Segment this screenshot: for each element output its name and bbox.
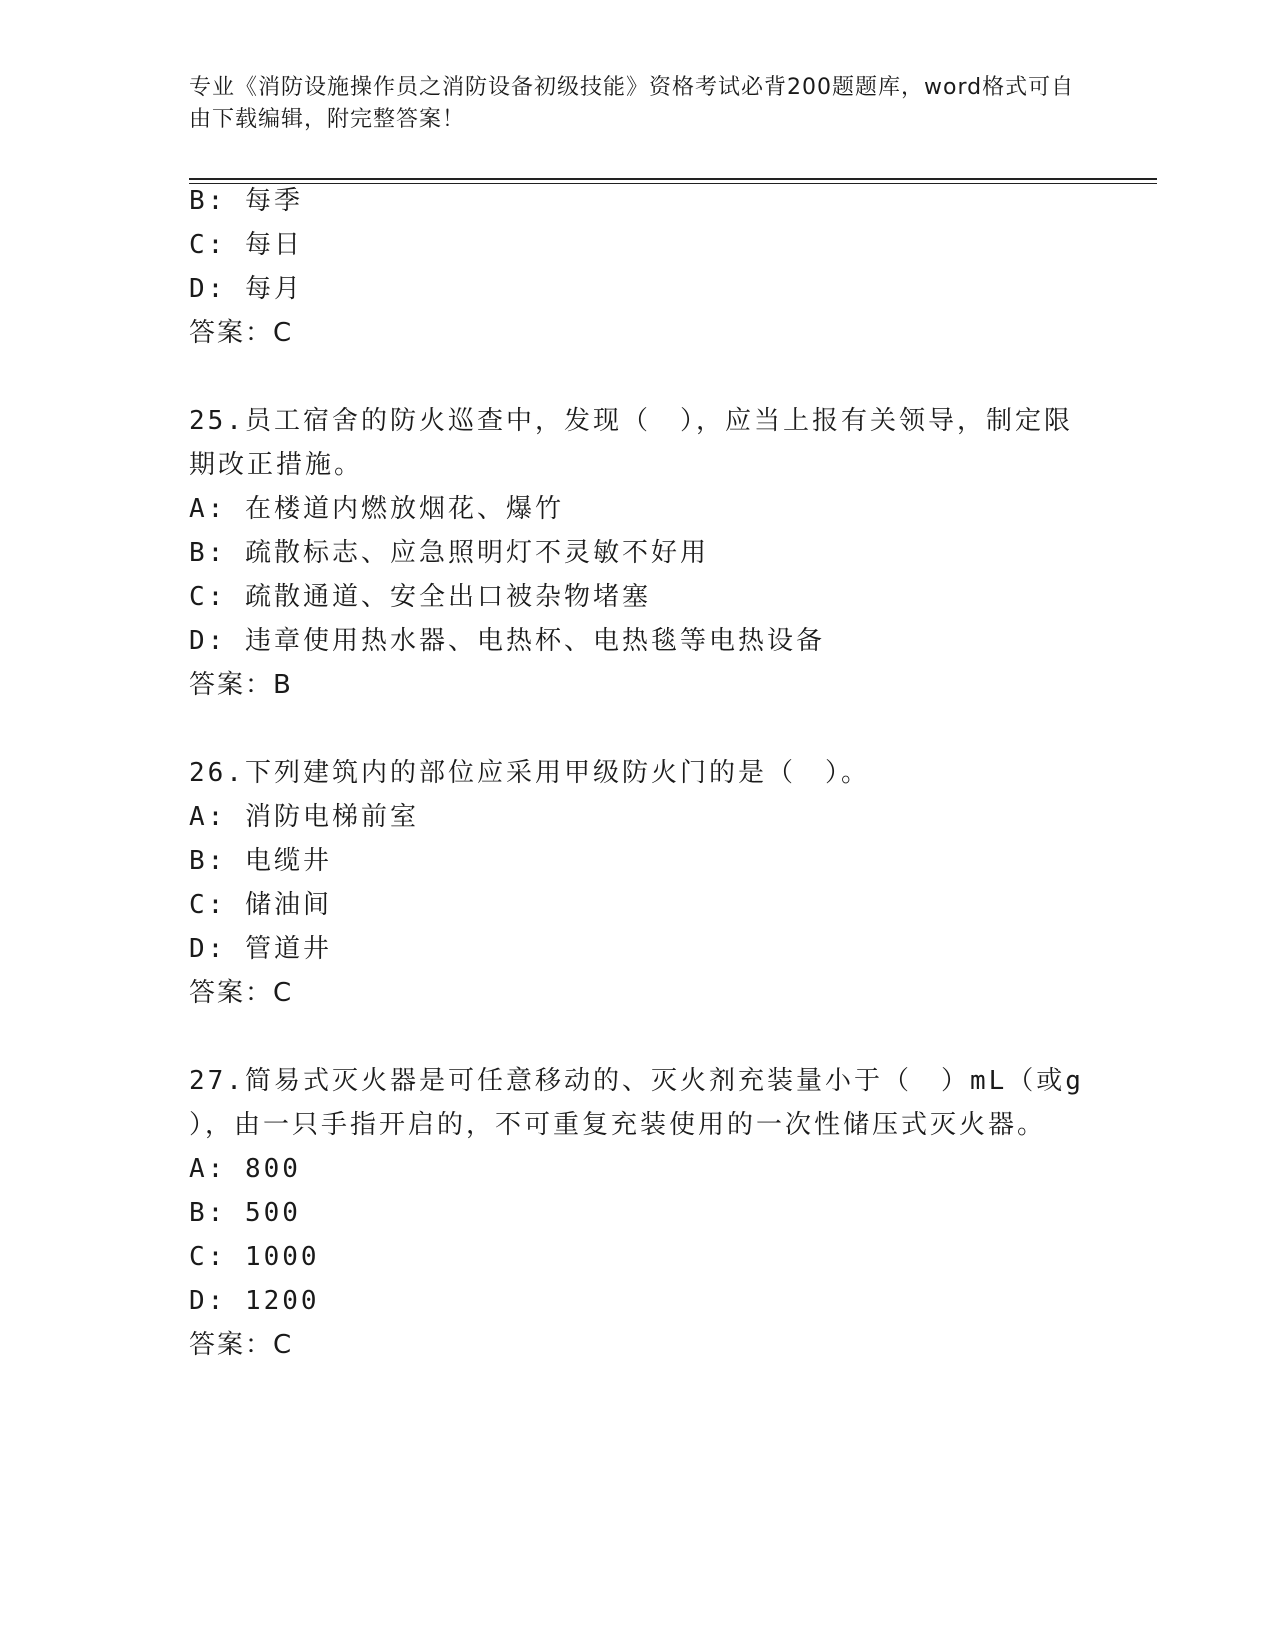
question-25-option-a: A: 在楼道内燃放烟花、爆竹 [189,494,564,524]
question-26-option-d: D: 管道井 [189,934,332,964]
header-rule-thin [189,183,1157,184]
option-c: C: 每日 [189,230,303,260]
document-header: 专业《消防设施操作员之消防设备初级技能》资格考试必背200题题库，word格式可自由下载编辑，附完整答案！ [189,75,1075,132]
option-b: B: 每季 [189,186,303,216]
question-27-option-b: B: 500 [189,1198,301,1228]
option-d: D: 每月 [189,274,303,304]
answer-line: 答案：C [189,318,294,348]
question-26-option-c: C: 储油间 [189,890,332,920]
question-25-option-b: B: 疏散标志、应急照明灯不灵敏不好用 [189,538,709,568]
question-25-option-d: D: 违章使用热水器、电热杯、电热毯等电热设备 [189,626,825,656]
question-27-answer: 答案：C [189,1330,294,1360]
question-26-option-a: A: 消防电梯前室 [189,802,419,832]
question-25-stem: 25.员工宿舍的防火巡查中，发现（ ），应当上报有关领导，制定限 [189,406,1073,436]
question-27-stem: 27.简易式灭火器是可任意移动的、灭火剂充装量小于（ ）mL（或g [189,1066,1084,1096]
question-26-stem: 26.下列建筑内的部位应采用甲级防火门的是（ ）。 [189,758,870,788]
question-25-stem-cont: 期改正措施。 [189,450,364,480]
header-rule-thick [189,178,1157,180]
question-27-option-d: D: 1200 [189,1286,320,1316]
question-26-answer: 答案：C [189,978,294,1008]
question-25-answer: 答案：B [189,670,293,700]
question-27-option-a: A: 800 [189,1154,301,1184]
question-25-option-c: C: 疏散通道、安全出口被杂物堵塞 [189,582,651,612]
question-26-option-b: B: 电缆井 [189,846,332,876]
question-27-option-c: C: 1000 [189,1242,320,1272]
question-27-stem-cont: ），由一只手指开启的，不可重复充装使用的一次性储压式灭火器。 [189,1110,1047,1140]
